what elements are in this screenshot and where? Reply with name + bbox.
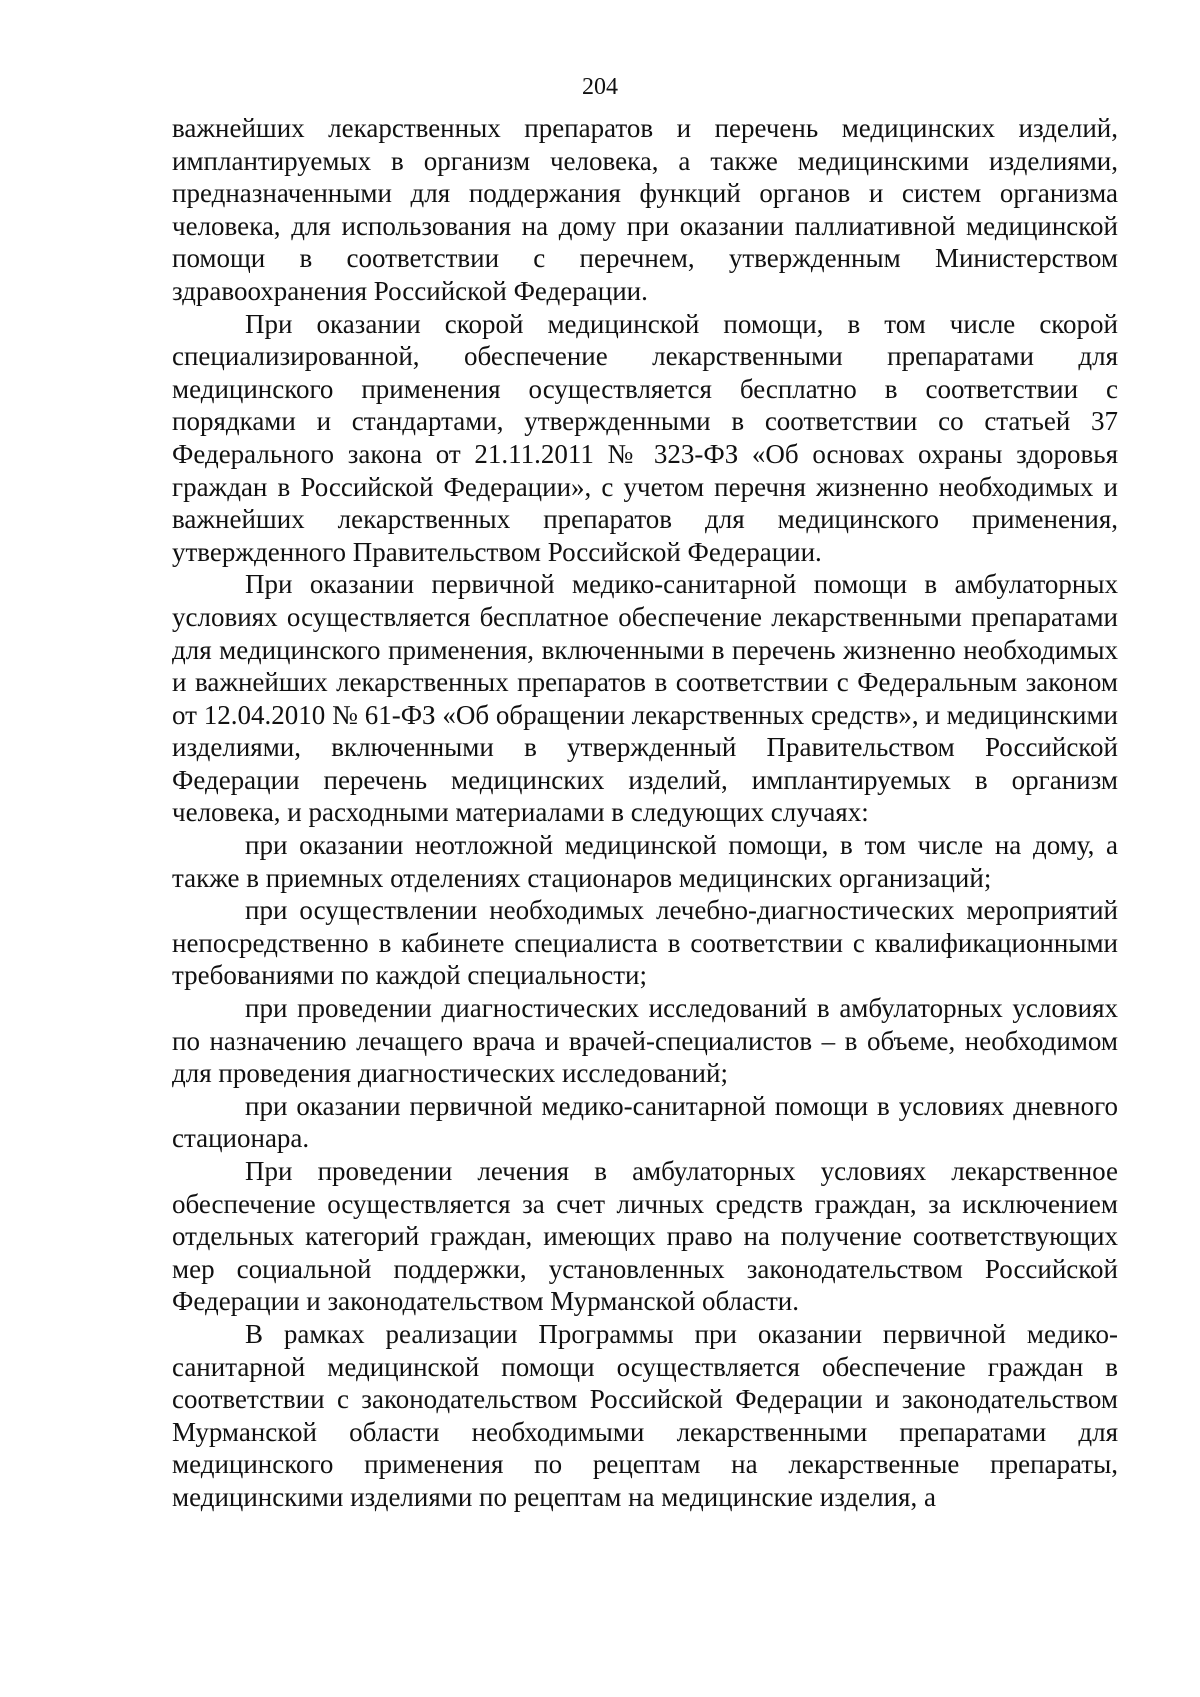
- paragraph-primary-care: При оказании первичной медико-санитарной помощи в амбулаторных условиях осуществляется бесплатное обеспечение лекарственными препаратами для медицинского применения, включенными в перечень жизненно необходимых и важнейших лекарственных препаратов в соответствии с Федеральным законом от 12.04.2010 № 61-ФЗ «Об обращении лекарственных средств», и медицинскими изделиями, включенными в утвержденный Правительством Российской Федерации перечень медицинских изделий, имплантируемых в организм человека, и расходными материалами в следующих случаях:: [172, 569, 1118, 828]
- list-item-day-hospital: при оказании первичной медико-санитарной помощи в условиях дневного стационара.: [172, 1090, 1118, 1154]
- paragraph-outpatient-treatment: При проведении лечения в амбулаторных условиях лекарственное обеспечение осуществляется за счет личных средств граждан, за исключением отдельных категорий граждан, имеющих право на получение соответствующих мер социальной поддержки, установленных законодательством Российской Федерации и законодательством Мурманской области.: [172, 1156, 1118, 1317]
- page-number: 204: [582, 74, 618, 100]
- list-item-diagnostic-studies: при проведении диагностических исследований в амбулаторных условиях по назначению лечащего врача и врачей-специалистов – в объеме, необходимом для проведения диагностических исследований;: [172, 993, 1118, 1089]
- list-item-diagnostic-measures: при осуществлении необходимых лечебно-диагностических мероприятий непосредственно в кабинете специалиста в соответствии с квалификационными требованиями по каждой специальности;: [172, 895, 1118, 991]
- list-item-urgent-care: при оказании неотложной медицинской помощи, в том числе на дому, а также в приемных отделениях стационаров медицинских организаций;: [172, 830, 1118, 893]
- document-body: [172, 112, 1118, 1514]
- paragraph-emergency-care: При оказании скорой медицинской помощи, в том числе скорой специализированной, обеспечение лекарственными препаратами для медицинского применения осуществляется бесплатно в соответствии с порядками и стандартами, утвержденными в соответствии со статьей 37 Федерального закона от 21.11.2011 № 323-ФЗ «Об основах охраны здоровья граждан в Российской Федерации», с учетом перечня жизненно необходимых и важнейших лекарственных препаратов для медицинского применения, утвержденного Правительством Российской Федерации.: [172, 308, 1118, 567]
- paragraph-continuation: важнейших лекарственных препаратов и перечень медицинских изделий, имплантируемых в организм человека, а также медицинскими изделиями, предназначенными для поддержания функций органов и систем организма человека, для использования на дому при оказании паллиативной медицинской помощи в соответствии с перечнем, утвержденным Министерством здравоохранения Российской Федерации.: [172, 113, 1118, 306]
- paragraph-program-implementation: В рамках реализации Программы при оказании первичной медико-санитарной медицинской помощи осуществляется обеспечение граждан в соответствии с законодательством Российской Федерации и законодательством Мурманской области необходимыми лекарственными препаратами для медицинского применения по рецептам на лекарственные препараты, медицинскими изделиями по рецептам на медицинские изделия, а: [172, 1318, 1118, 1512]
